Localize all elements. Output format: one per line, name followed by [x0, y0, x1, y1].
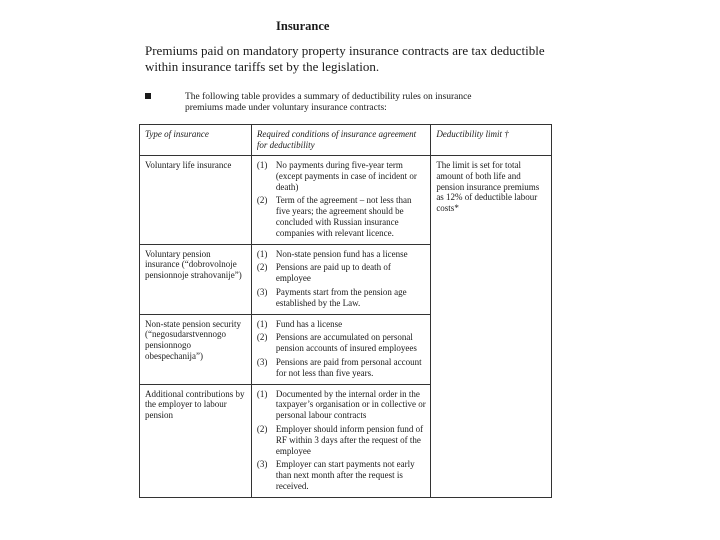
- condition-text: Pensions are paid from personal account for not less than five years.: [275, 356, 422, 378]
- header-limit: Deductibility limit †: [431, 125, 552, 156]
- condition-item: [257, 195, 426, 238]
- intro-paragraph: Premiums paid on mandatory property insurance contracts are tax deductible within insurance tariffs set by the legislation.: [145, 43, 545, 74]
- header-type: Type of insurance: [140, 125, 252, 156]
- type-cell: Additional contributions by the employer to labour pension: [140, 384, 252, 497]
- condition-text: Term of the agreement – not less than five years; the agreement should be concluded with Russian insurance companies with relevant licence.: [275, 195, 412, 238]
- section-heading: Insurance: [276, 19, 330, 33]
- condition-number: (3): [256, 286, 268, 297]
- condition-number: (3): [256, 356, 268, 367]
- conditions-cell: [251, 384, 430, 497]
- table-row: [140, 156, 552, 245]
- condition-number: (1): [256, 160, 268, 170]
- condition-item: [257, 357, 426, 379]
- condition-item: [257, 319, 426, 330]
- condition-text: Employer can start payments not early than next month after the request is received.: [275, 459, 415, 491]
- condition-item: [257, 389, 426, 421]
- condition-number: (2): [256, 423, 268, 434]
- square-bullet-icon: [145, 93, 151, 99]
- limit-cell: The limit is set for total amount of both life and pension insurance premiums as 12% of deductible labour costs*: [431, 156, 552, 498]
- condition-number: (1): [256, 388, 268, 399]
- type-cell: Non-state pension security (“negosudarstvennogo pensionnogo obespechanija”): [140, 314, 252, 384]
- condition-number: (2): [256, 195, 268, 206]
- header-conditions: Required conditions of insurance agreement for deductibility: [251, 125, 430, 156]
- condition-number: (3): [256, 459, 268, 470]
- condition-number: (2): [256, 332, 268, 343]
- condition-text: Pensions are accumulated on personal pension accounts of insured employees: [275, 332, 417, 354]
- condition-text: No payments during five-year term (except payments in case of incident or death): [275, 160, 417, 192]
- condition-item: [257, 262, 426, 284]
- condition-item: [257, 424, 426, 456]
- type-cell: Voluntary pension insurance (“dobrovolnoje pensionnoje strahovanije”): [140, 244, 252, 314]
- condition-item: [257, 332, 426, 354]
- bullet-text: The following table provides a summary of deductibility rules on insurance premiums made under voluntary insurance contracts:: [185, 92, 472, 113]
- conditions-cell: [251, 314, 430, 384]
- condition-number: (1): [256, 248, 268, 259]
- condition-text: Employer should inform pension fund of RF within 3 days after the request of the employee: [275, 423, 424, 456]
- condition-text: Payments start from the pension age established by the Law.: [275, 286, 407, 308]
- condition-text: Fund has a license: [275, 318, 343, 329]
- condition-item: [257, 287, 426, 309]
- condition-text: Pensions are paid up to death of employee: [275, 262, 391, 284]
- condition-item: [257, 160, 426, 192]
- condition-item: [257, 249, 426, 260]
- conditions-cell: [251, 244, 430, 314]
- deductibility-table: [139, 124, 552, 498]
- table-header-row: [140, 125, 552, 156]
- condition-number: (2): [256, 262, 268, 273]
- condition-text: Non-state pension fund has a license: [275, 248, 408, 259]
- type-cell: Voluntary life insurance: [140, 156, 252, 245]
- condition-number: (1): [256, 318, 268, 329]
- condition-item: [257, 459, 426, 491]
- condition-text: Documented by the internal order in the taxpayer’s organisation or in collective or personal labour contracts: [275, 388, 426, 421]
- conditions-cell: [251, 156, 430, 245]
